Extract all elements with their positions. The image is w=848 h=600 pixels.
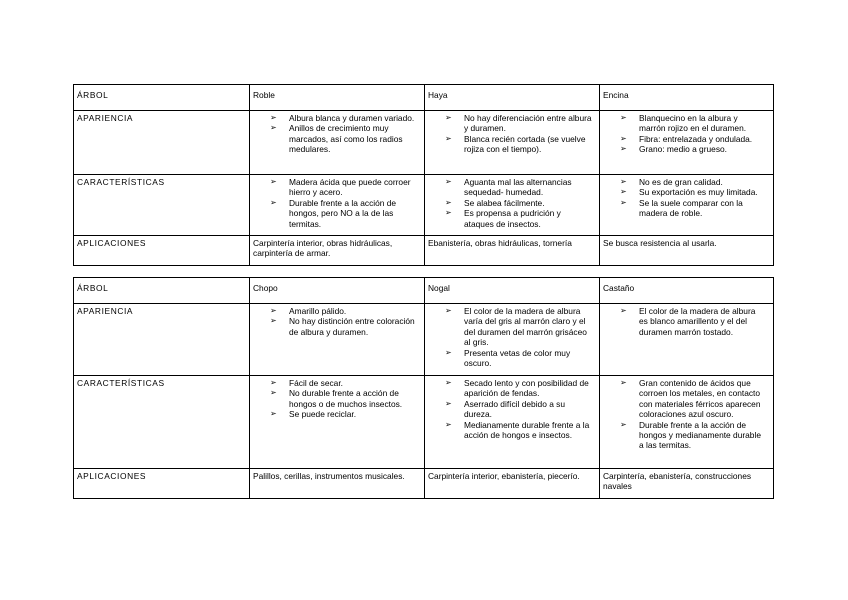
table-row-apariencia [74, 111, 774, 175]
list-item-text: El color de la madera de albura varía del gris al marrón claro y el del duramen del marrón grisáceo al gris. [464, 306, 587, 348]
arrow-bullet-icon: ➢ [445, 347, 452, 357]
wood-table-2 [73, 277, 774, 499]
row-label: CARACTERÍSTICAS [74, 175, 250, 236]
list-item-text: Presenta vetas de color muy oscuro. [464, 347, 571, 369]
list-item [253, 316, 417, 337]
list-item-text: El color de la madera de albura es blanco amarillento y el del duramen marrón tostado. [639, 306, 756, 337]
list-item [603, 306, 766, 337]
table-row-apariencia [74, 304, 774, 376]
list-item [603, 177, 766, 187]
row-label: APARIENCIA [74, 111, 250, 175]
arrow-bullet-icon: ➢ [270, 316, 277, 326]
column-header-tree: Castaño [600, 278, 774, 304]
arrow-bullet-icon: ➢ [445, 398, 452, 408]
list-item [253, 123, 417, 154]
list-item-text: Durable frente a la acción de hongos y medianamente durable a las termitas. [639, 419, 761, 451]
list-item-text: Fácil de secar. [289, 378, 343, 388]
table-header-row [74, 85, 774, 111]
table-row-aplicaciones [74, 469, 774, 499]
wood-table-1 [73, 84, 774, 266]
bullet-list [428, 113, 596, 155]
bullet-cell [425, 175, 600, 236]
arrow-bullet-icon: ➢ [445, 419, 452, 429]
list-item [428, 198, 592, 208]
list-item-text: Grano: medio a grueso. [639, 144, 727, 155]
arrow-bullet-icon: ➢ [620, 187, 627, 197]
table-row-caracteristicas [74, 376, 774, 469]
list-item [253, 388, 417, 409]
list-item-text: Amarillo pálido. [289, 306, 347, 316]
text-cell: Se busca resistencia al usarla. [600, 236, 774, 266]
text-cell: Carpintería interior, obras hidráulicas, carpintería de armar. [250, 236, 425, 266]
list-item [253, 409, 417, 419]
arrow-bullet-icon: ➢ [620, 144, 627, 154]
bullet-list [428, 306, 596, 368]
bullet-list [603, 113, 770, 155]
arrow-bullet-icon: ➢ [445, 306, 452, 315]
arrow-bullet-icon: ➢ [620, 378, 627, 387]
list-item-text: Se alabea fácilmente. [464, 197, 545, 208]
bullet-cell [250, 175, 425, 236]
row-label: APLICACIONES [74, 469, 250, 499]
arrow-bullet-icon: ➢ [270, 177, 277, 186]
list-item-text: Durable frente a la acción de hongos, pero NO a la de las termitas. [289, 197, 397, 229]
list-item-text: Es propensa a pudrición y ataques de insectos. [464, 208, 561, 229]
list-item [253, 177, 417, 198]
arrow-bullet-icon: ➢ [270, 113, 277, 122]
column-header-tree: Encina [600, 85, 774, 111]
arrow-bullet-icon: ➢ [445, 113, 452, 122]
list-item-text: No durable frente a acción de hongos o de muchos insectos. [289, 388, 403, 409]
bullet-list [428, 378, 596, 440]
bullet-list [253, 177, 421, 229]
list-item-text: Albura blanca y duramen variado. [289, 113, 415, 123]
bullet-cell [600, 304, 774, 376]
bullet-cell [250, 111, 425, 175]
bullet-list [253, 378, 421, 420]
arrow-bullet-icon: ➢ [270, 306, 277, 315]
text-cell: Palillos, cerillas, instrumentos musicales. [250, 469, 425, 499]
list-item-text: Medianamente durable frente a la acción de hongos e insectos. [464, 419, 590, 441]
list-item [603, 144, 766, 154]
list-item [428, 113, 592, 134]
table-row-caracteristicas [74, 175, 774, 236]
text-cell: Carpintería, ebanistería, construcciones navales [600, 469, 774, 499]
column-header-tree: Roble [250, 85, 425, 111]
bullet-list [603, 306, 770, 337]
list-item [603, 378, 766, 420]
arrow-bullet-icon: ➢ [620, 197, 627, 207]
list-item [603, 198, 766, 219]
list-item [253, 378, 417, 388]
list-item-text: Su exportación es muy limitada. [639, 187, 758, 198]
list-item-text: Madera ácida que puede corroer hierro y acero. [289, 177, 411, 198]
list-item-text: Gran contenido de ácidos que corroen los metales, en contacto con materiales férricos aparecen coloraciones azul oscuro. [639, 378, 761, 420]
arrow-bullet-icon: ➢ [620, 306, 627, 315]
bullet-list [603, 378, 770, 451]
list-item [428, 177, 592, 198]
list-item-text: Se la suele comparar con la madera de roble. [639, 197, 743, 219]
list-item [603, 113, 766, 134]
bullet-list [253, 113, 421, 155]
arrow-bullet-icon: ➢ [445, 133, 452, 143]
list-item [428, 378, 592, 399]
bullet-cell [425, 304, 600, 376]
arrow-bullet-icon: ➢ [270, 123, 277, 133]
arrow-bullet-icon: ➢ [270, 197, 277, 207]
arrow-bullet-icon: ➢ [445, 378, 452, 387]
text-cell: Ebanistería, obras hidráulicas, tornería [425, 236, 600, 266]
bullet-list [253, 306, 421, 337]
list-item [253, 198, 417, 229]
bullet-cell [250, 376, 425, 469]
list-item-text: Fibra: entrelazada y ondulada. [639, 133, 753, 144]
column-header-tree: Haya [425, 85, 600, 111]
row-label: APARIENCIA [74, 304, 250, 376]
bullet-cell [600, 175, 774, 236]
bullet-cell [600, 111, 774, 175]
arrow-bullet-icon: ➢ [270, 378, 277, 387]
bullet-cell [250, 304, 425, 376]
list-item-text: Blanca recién cortada (se vuelve rojiza con el tiempo). [464, 133, 586, 155]
list-item [428, 399, 592, 420]
list-item-text: Anillos de crecimiento muy marcados, así como los radios medulares. [289, 123, 403, 155]
bullet-list [603, 177, 770, 219]
arrow-bullet-icon: ➢ [270, 409, 277, 419]
arrow-bullet-icon: ➢ [270, 388, 277, 398]
list-item [428, 208, 592, 229]
column-header-arbol: ÁRBOL [74, 278, 250, 304]
row-label: CARACTERÍSTICAS [74, 376, 250, 469]
bullet-list [428, 177, 596, 229]
list-item [603, 187, 766, 197]
list-item [253, 113, 417, 123]
column-header-tree: Chopo [250, 278, 425, 304]
text-cell: Carpintería interior, ebanistería, piecerío. [425, 469, 600, 499]
arrow-bullet-icon: ➢ [445, 208, 452, 218]
arrow-bullet-icon: ➢ [445, 177, 452, 186]
table-row-aplicaciones [74, 236, 774, 266]
bullet-cell [425, 111, 600, 175]
list-item-text: Secado lento y con posibilidad de aparición de fendas. [464, 378, 589, 399]
list-item-text: Aguanta mal las alternancias sequedad- humedad. [464, 177, 572, 198]
list-item [428, 420, 592, 441]
list-item-text: Se puede reciclar. [289, 409, 357, 420]
list-item [253, 306, 417, 316]
table-header-row [74, 278, 774, 304]
list-item-text: No es de gran calidad. [639, 177, 723, 187]
list-item [428, 306, 592, 348]
row-label: APLICACIONES [74, 236, 250, 266]
list-item [603, 420, 766, 451]
bullet-cell [600, 376, 774, 469]
arrow-bullet-icon: ➢ [445, 197, 452, 207]
column-header-tree: Nogal [425, 278, 600, 304]
column-header-arbol: ÁRBOL [74, 85, 250, 111]
list-item-text: Aserrado difícil debido a su dureza. [464, 398, 566, 420]
arrow-bullet-icon: ➢ [620, 113, 627, 122]
list-item [603, 134, 766, 144]
arrow-bullet-icon: ➢ [620, 133, 627, 143]
list-item-text: No hay distinción entre coloración de albura y duramen. [289, 316, 415, 337]
list-item [428, 348, 592, 369]
list-item-text: No hay diferenciación entre albura y duramen. [464, 113, 592, 134]
bullet-cell [425, 376, 600, 469]
arrow-bullet-icon: ➢ [620, 177, 627, 186]
list-item-text: Blanquecino en la albura y marrón rojizo en el duramen. [639, 113, 747, 134]
list-item [428, 134, 592, 155]
arrow-bullet-icon: ➢ [620, 419, 627, 429]
